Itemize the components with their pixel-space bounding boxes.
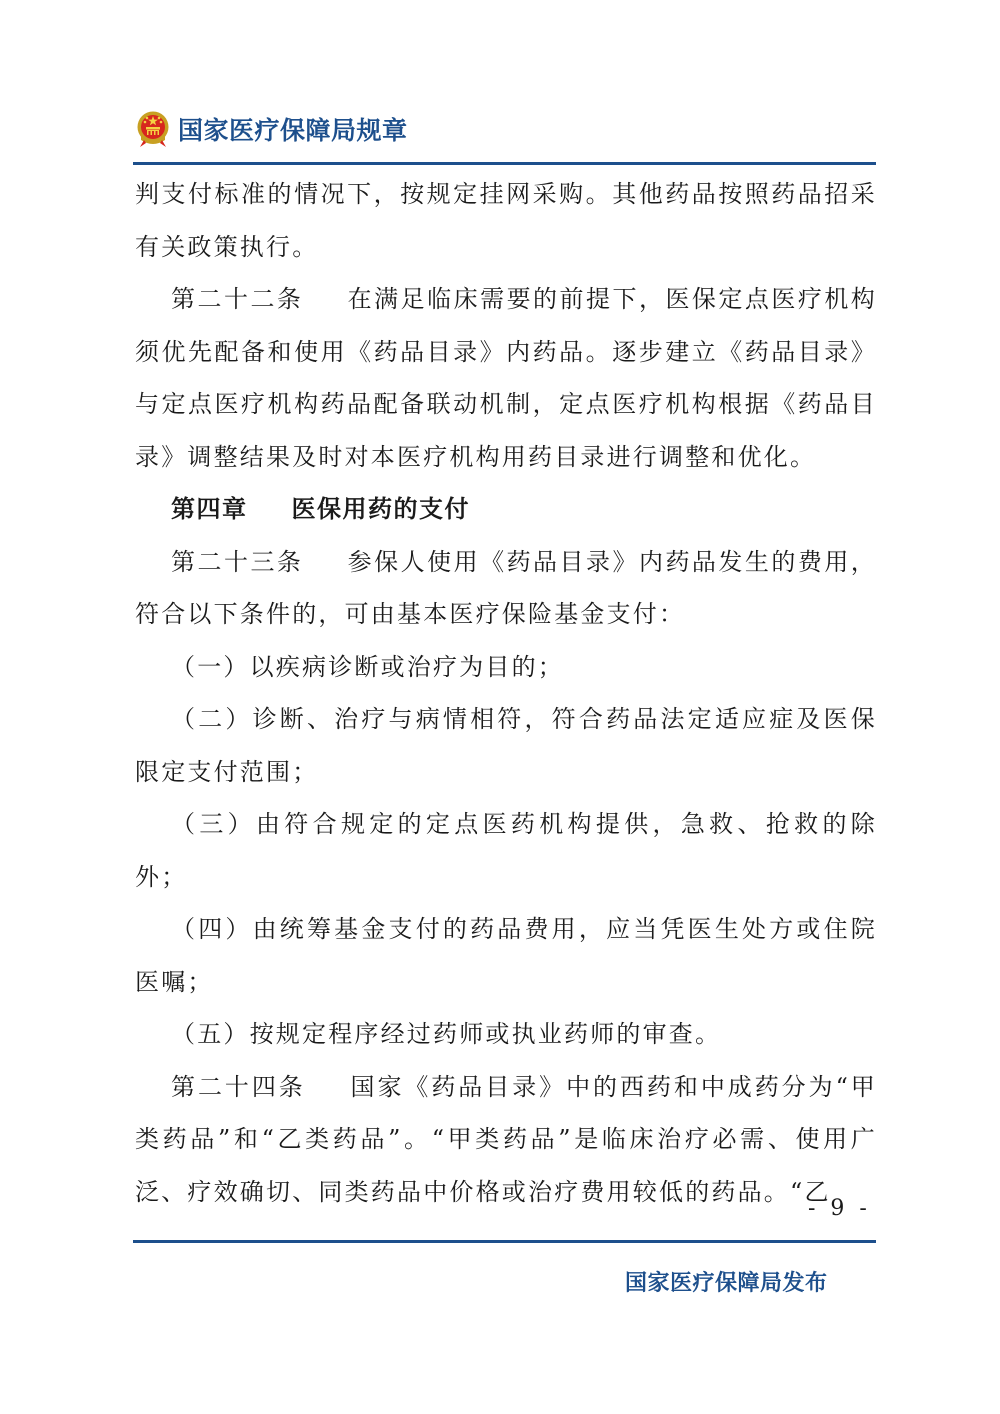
chapter-4-heading: [135, 483, 877, 536]
paragraph-continued: 判支付标准的情况下，按规定挂网采购。其他药品按照药品招采有关政策执行。: [135, 180, 877, 261]
article-24: [135, 1061, 877, 1219]
header-divider: [133, 162, 876, 165]
page-header: [136, 104, 408, 154]
footer-publisher: 国家医疗保障局发布: [625, 1271, 828, 1296]
article-22: [135, 273, 877, 483]
footer-divider: [133, 1240, 876, 1243]
page-number: - 9 -: [808, 1196, 871, 1221]
list-item: （一）以疾病诊断或治疗为目的；: [171, 652, 564, 681]
document-body: [135, 168, 877, 1218]
article-23: [135, 536, 877, 641]
list-item: （二）诊断、治疗与病情相符，符合药品法定适应症及医保限定支付范围；: [135, 705, 877, 786]
list-item: （三）由符合规定的定点医药机构提供，急救、抢救的除外；: [135, 810, 877, 891]
national-emblem-icon: [136, 110, 170, 148]
header-title: 国家医疗保障局规章: [178, 116, 408, 145]
list-item: （五）按规定程序经过药师或执业药师的审查。: [171, 1020, 722, 1048]
list-item: （四）由统筹基金支付的药品费用，应当凭医生处方或住院医嘱；: [135, 915, 877, 996]
article-22-number: 第二十二条: [171, 285, 304, 313]
article-23-number: 第二十三条: [171, 547, 304, 576]
chapter-4-number: 第四章: [171, 495, 248, 523]
article-24-text: 国家《药品目录》中的西药和中成药分为“甲类药品”和“乙类药品”。“甲类药品”是临床治疗必需、使用广泛、疗效确切、同类药品中价格或治疗费用较低的药品。“乙: [135, 1072, 877, 1206]
article-22-text: 在满足临床需要的前提下，医保定点医疗机构须优先配备和使用《药品目录》内药品。逐步建立《药品目录》与定点医疗机构药品配备联动机制，定点医疗机构根据《药品目录》调整结果及时对本医疗机构用药目录进行调整和优化。: [135, 285, 878, 471]
article-23-text: 参保人使用《药品目录》内药品发生的费用，符合以下条件的，可由基本医疗保险基金支付：: [135, 547, 878, 628]
chapter-4-title: 医保用药的支付: [291, 495, 470, 523]
article-24-number: 第二十四条: [171, 1072, 306, 1101]
